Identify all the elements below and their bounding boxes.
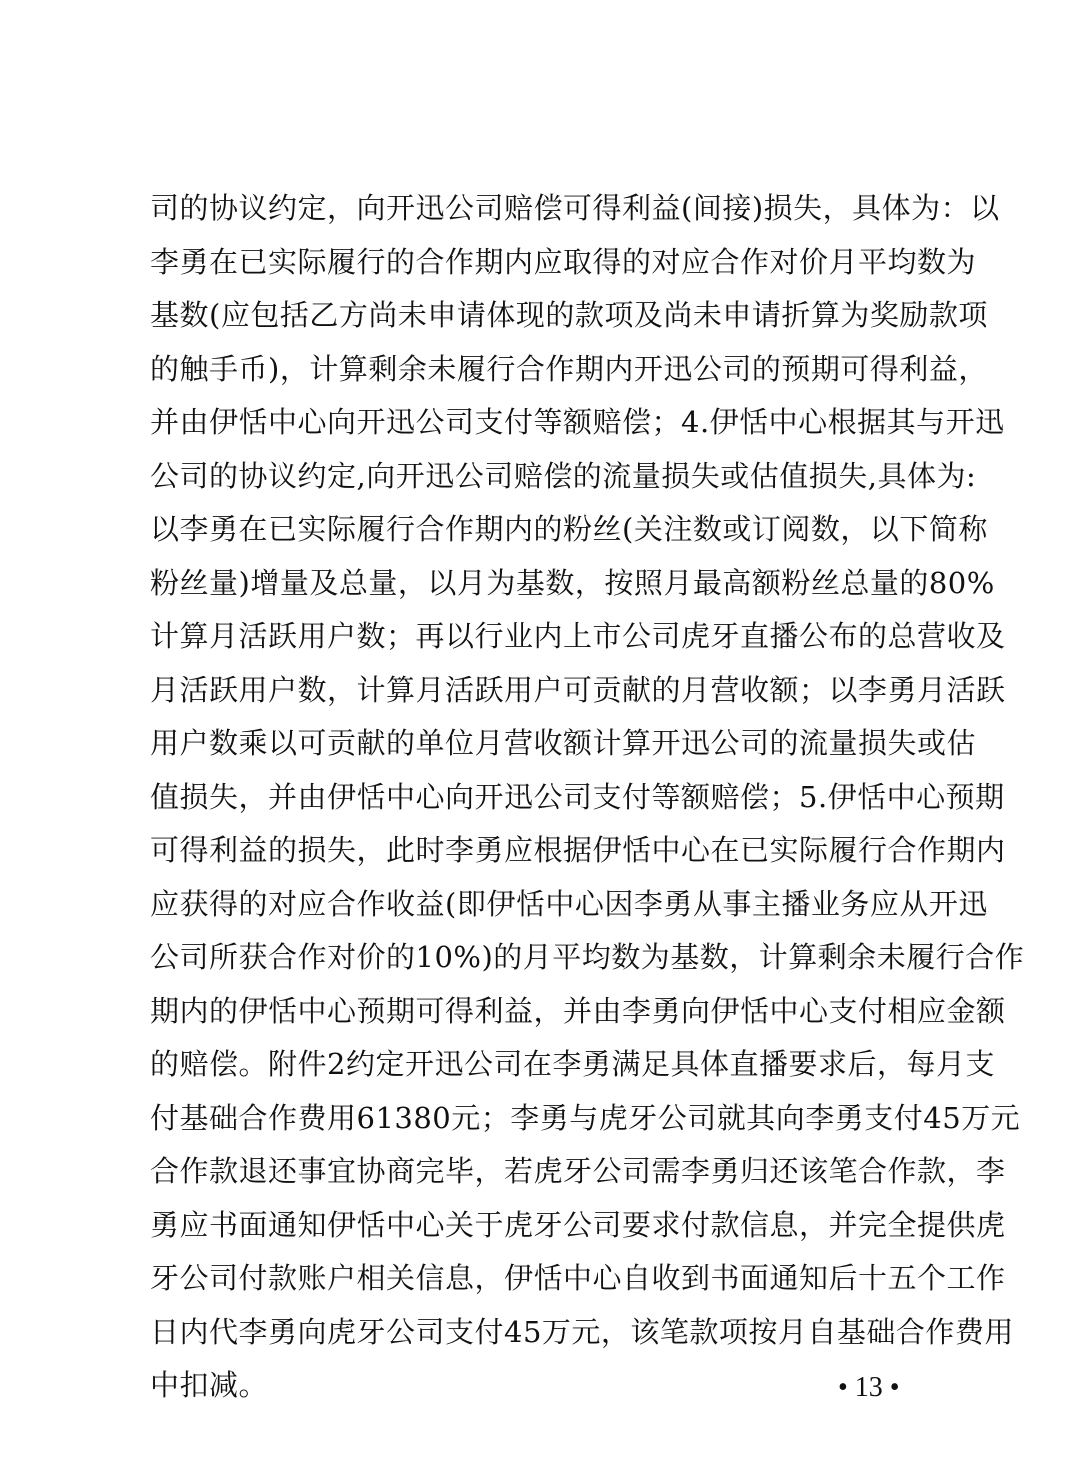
text-line: 的赔偿。附件2约定开迅公司在李勇满足具体直播要求后，每月支 (150, 1047, 995, 1081)
text-line: 牙公司付款账户相关信息，伊恬中心自收到书面通知后十五个工作 (150, 1261, 1006, 1295)
text-line: 勇应书面通知伊恬中心关于虎牙公司要求付款信息，并完全提供虎 (150, 1207, 1006, 1242)
text-line: 用户数乘以可贡献的单位月营收额计算开迅公司的流量损失或估 (150, 726, 977, 760)
text-line: 期内的伊恬中心预期可得利益，并由李勇向伊恬中心支付相应金额 (150, 993, 1006, 1028)
text-line: 应获得的对应合作收益(即伊恬中心因李勇从事主播业务应从开迅 (150, 886, 988, 921)
text-line: 月活跃用户数，计算月活跃用户可贡献的月营收额；以李勇月活跃 (150, 672, 1006, 707)
text-line: 中扣减。 (150, 1368, 269, 1402)
text-line: 粉丝量)增量及总量，以月为基数，按照月最高额粉丝总量的80% (150, 565, 995, 600)
text-line: 基数(应包括乙方尚未申请体现的款项及尚未申请折算为奖励款项 (150, 298, 988, 332)
body-text (150, 182, 1025, 1413)
text-line: 公司所获合作对价的10%)的月平均数为基数，计算剩余未履行合作 (150, 940, 1025, 974)
text-line: 李勇在已实际履行的合作期内应取得的对应合作对价月平均数为 (150, 244, 977, 279)
text-line: 的触手币)，计算剩余未履行合作期内开迅公司的预期可得利益， (150, 351, 988, 386)
text-line: 计算月活跃用户数；再以行业内上市公司虎牙直播公布的总营收及 (150, 619, 1006, 653)
text-line: 合作款退还事宜协商完毕，若虎牙公司需李勇归还该笔合作款，李 (150, 1154, 1006, 1188)
page-number: • 13 • (838, 1372, 900, 1403)
text-line: 公司的协议约定,向开迅公司赔偿的流量损失或估值损失,具体为: (150, 458, 977, 493)
text-line: 可得利益的损失，此时李勇应根据伊恬中心在已实际履行合作期内 (150, 833, 1006, 867)
text-line: 司的协议约定，向开迅公司赔偿可得利益(间接)损失，具体为：以 (150, 191, 1000, 225)
text-line: 付基础合作费用61380元；李勇与虎牙公司就其向李勇支付45万元 (150, 1100, 1021, 1135)
text-line: 日内代李勇向虎牙公司支付45万元，该笔款项按月自基础合作费用 (150, 1314, 1014, 1349)
text-line: 以李勇在已实际履行合作期内的粉丝(关注数或订阅数，以下简称 (150, 512, 988, 546)
text-line: 值损失，并由伊恬中心向开迅公司支付等额赔偿；5.伊恬中心预期 (150, 779, 1005, 814)
text-line: 并由伊恬中心向开迅公司支付等额赔偿；4.伊恬中心根据其与开迅 (150, 405, 1005, 439)
